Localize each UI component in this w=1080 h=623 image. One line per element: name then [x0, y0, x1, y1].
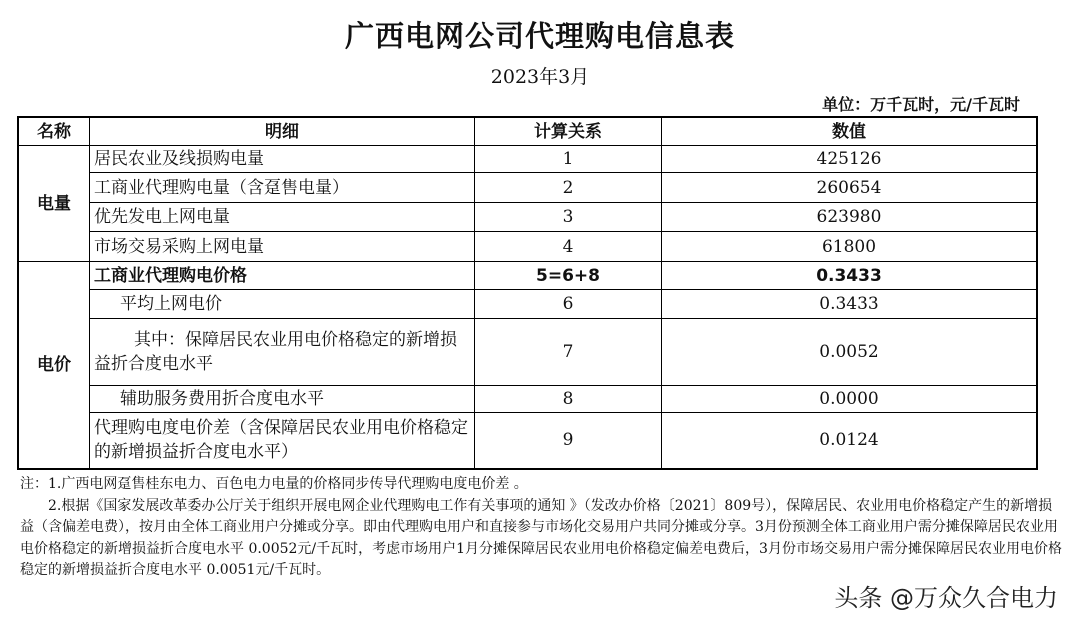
row-value: 61800	[662, 232, 1038, 262]
note-1: 注：1.广西电网趸售桂东电力、百色电力电量的价格同步传导代理购电度电价差 。	[20, 476, 528, 492]
row-value: 623980	[662, 203, 1038, 232]
info-table	[17, 116, 1038, 470]
row-detail: 优先发电上网电量	[90, 203, 475, 232]
table-row	[18, 232, 1037, 262]
group-price: 电价	[18, 262, 90, 469]
row-calc: 5=6+8	[475, 262, 662, 290]
row-value: 0.0052	[662, 319, 1038, 386]
page-subtitle: 2023年3月	[490, 66, 590, 88]
unit-label: 单位：万千瓦时，元/千瓦时	[822, 95, 1020, 114]
row-calc: 3	[475, 203, 662, 232]
header-name: 名称	[18, 117, 90, 146]
row-detail: 市场交易采购上网电量	[90, 232, 475, 262]
table-row	[18, 173, 1037, 203]
row-value: 0.3433	[662, 290, 1038, 319]
row-value: 0.0124	[662, 413, 1038, 469]
row-calc: 8	[475, 386, 662, 413]
header-calc: 计算关系	[475, 117, 662, 146]
row-value: 425126	[662, 146, 1038, 173]
watermark: 头条 @万众久合电力	[834, 584, 1058, 612]
table-row	[18, 262, 1037, 290]
row-detail: 平均上网电价	[90, 290, 475, 319]
table-row	[18, 203, 1037, 232]
header-value: 数值	[662, 117, 1038, 146]
row-detail: 居民农业及线损购电量	[90, 146, 475, 173]
group-energy: 电量	[18, 146, 90, 262]
page-title: 广西电网公司代理购电信息表	[344, 19, 735, 53]
note-2: 2.根据《国家发展改革委办公厅关于组织开展电网企业代理购电工作有关事项的通知 》（发改办价格〔2021〕809号），保障居民、农业用电价格稳定产生的新增损益（含偏差电费），按月由全体工商业用户分摊或分享。即由代理购电用户和直接参与市场化交易用户共同分摊或分享。3月份预测全体工商业用户需分摊保障居民农业用电价格稳定的新增损益折合度电水平 0.0052元/千瓦时，考虑市场用户1月分摊保障居民农业用电价格稳定偏差电费后，3月份市场交易用户需分摊保障居民农业用电价格稳定的新增损益折合度电水平 0.0051元/千瓦时。	[20, 497, 1062, 578]
table-header	[18, 117, 1037, 146]
row-value: 260654	[662, 173, 1038, 203]
table-row	[18, 386, 1037, 413]
row-detail: 其中：保障居民农业用电价格稳定的新增损益折合度电水平	[90, 319, 475, 386]
row-detail: 工商业代理购电价格	[90, 262, 475, 290]
row-value: 0.3433	[662, 262, 1038, 290]
row-value: 0.0000	[662, 386, 1038, 413]
row-calc: 7	[475, 319, 662, 386]
table-row	[18, 319, 1037, 386]
row-detail: 工商业代理购电量（含趸售电量）	[90, 173, 475, 203]
row-calc: 9	[475, 413, 662, 469]
row-calc: 2	[475, 173, 662, 203]
row-calc: 1	[475, 146, 662, 173]
header-detail: 明细	[90, 117, 475, 146]
notes	[20, 474, 1065, 582]
row-detail: 代理购电度电价差（含保障居民农业用电价格稳定的新增损益折合度电水平）	[90, 413, 475, 469]
table-row	[18, 146, 1037, 173]
table-row	[18, 290, 1037, 319]
row-detail: 辅助服务费用折合度电水平	[90, 386, 475, 413]
row-calc: 4	[475, 232, 662, 262]
row-calc: 6	[475, 290, 662, 319]
table-row	[18, 413, 1037, 469]
